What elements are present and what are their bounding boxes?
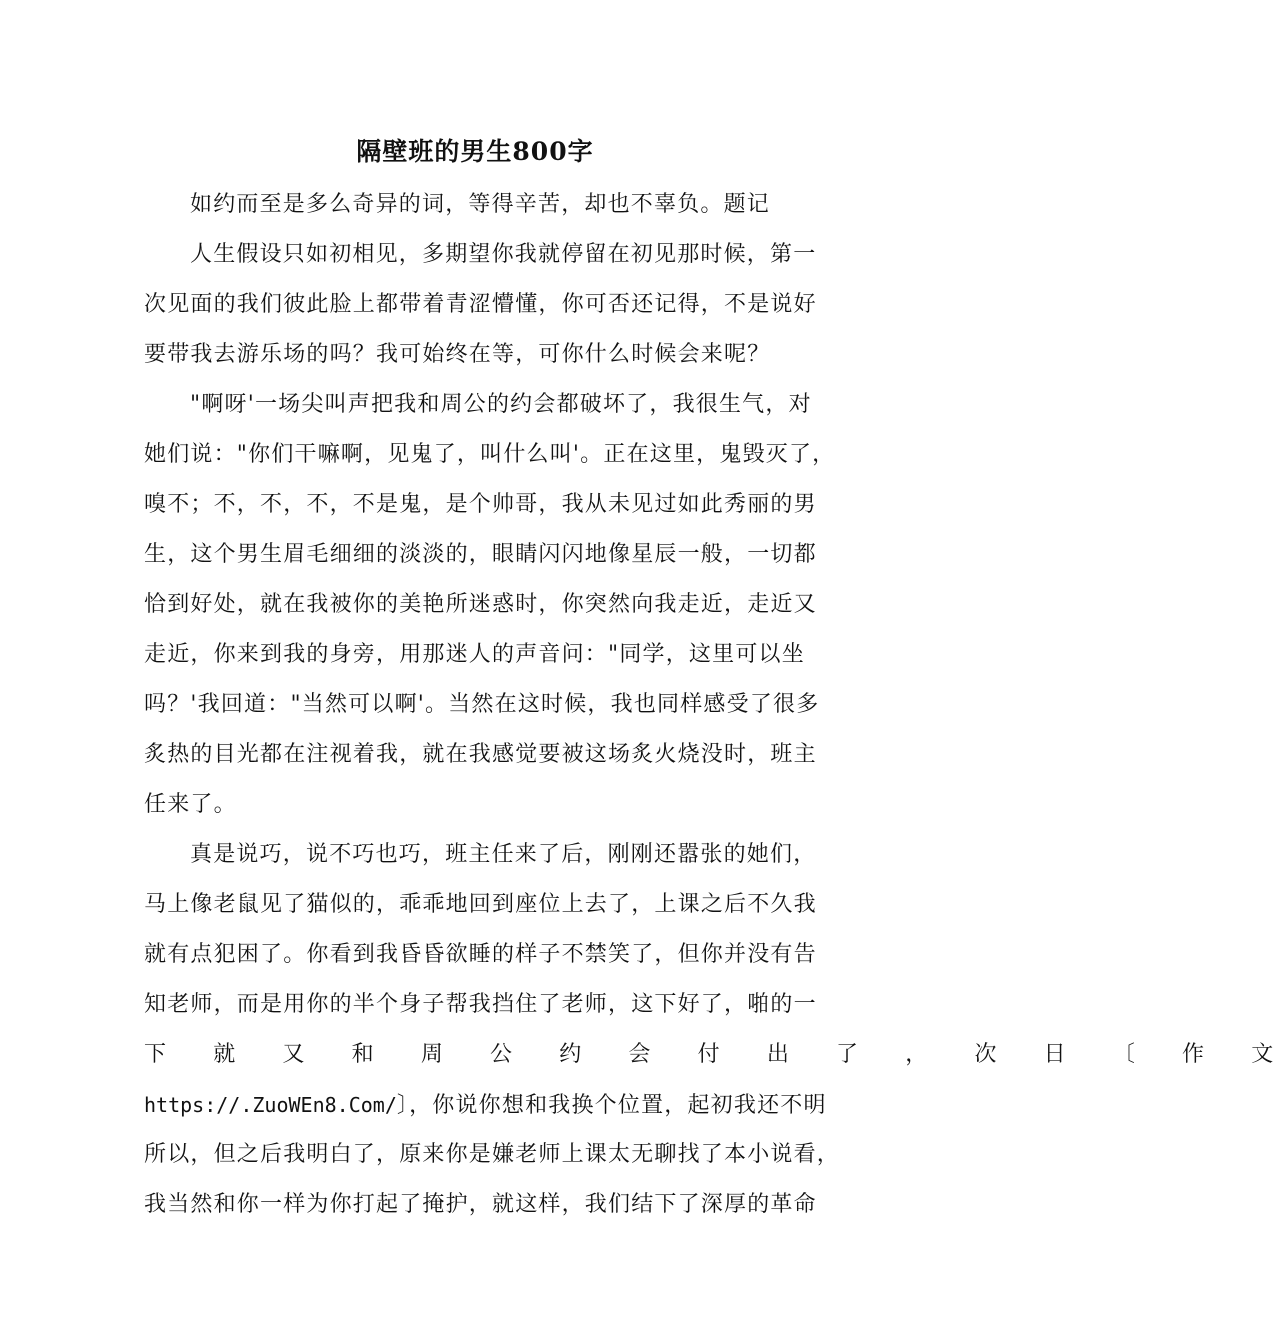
text-fragment: 〕，你说你想和我换个位置，起初我还不明 bbox=[396, 1093, 827, 1118]
paragraph bbox=[144, 830, 1274, 1230]
spread-char: 次 bbox=[974, 1042, 998, 1067]
text-line: 生，这个男生眉毛细细的淡淡的，眼睛闪闪地像星辰一般，一切都 bbox=[144, 542, 817, 567]
spread-char: 付 bbox=[697, 1042, 721, 1067]
text-line: 如约而至是多么奇异的词，等得辛苦，却也不辜负。题记 bbox=[190, 192, 771, 217]
text-line: 要带我去游乐场的吗？我可始终在等，可你什么时候会来呢？ bbox=[144, 342, 771, 367]
spread-char: 了 bbox=[836, 1042, 860, 1067]
source-url: https://.ZuoWEn8.Com/ bbox=[144, 1093, 397, 1117]
spread-char: 〔 bbox=[1112, 1042, 1137, 1067]
text-line: 恰到好处，就在我被你的美艳所迷惑时，你突然向我走近，走近又 bbox=[144, 592, 817, 617]
paragraph-epigraph bbox=[144, 180, 810, 230]
text-line: "啊呀'一场尖叫声把我和周公的约会都破坏了，我很生气，对 bbox=[190, 392, 812, 417]
paragraph bbox=[144, 380, 836, 830]
spread-char: 下 bbox=[144, 1042, 168, 1067]
spread-char: 约 bbox=[559, 1042, 583, 1067]
text-line: 知老师，而是用你的半个身子帮我挡住了老师，这下好了，啪的一 bbox=[144, 992, 817, 1017]
spread-char: 公 bbox=[490, 1042, 514, 1067]
text-line: 次见面的我们彼此脸上都带着青涩懵懂，你可否还记得，不是说好 bbox=[144, 292, 817, 317]
spread-char: 又 bbox=[282, 1042, 306, 1067]
text-line: 我当然和你一样为你打起了掩护，就这样，我们结下了深厚的革命 bbox=[144, 1192, 817, 1217]
spread-char: 就 bbox=[213, 1042, 237, 1067]
spread-char: ， bbox=[905, 1042, 929, 1067]
text-line: 嗅不；不，不，不，不是鬼，是个帅哥，我从未见过如此秀丽的男 bbox=[144, 492, 817, 517]
text-line: 走近，你来到我的身旁，用那迷人的声音问："同学，这里可以坐 bbox=[144, 642, 805, 667]
spread-char: 出 bbox=[766, 1042, 791, 1067]
text-line: 真是说巧，说不巧也巧，班主任来了后，刚刚还嚣张的她们， bbox=[190, 842, 817, 867]
spread-char: 会 bbox=[628, 1042, 652, 1067]
text-line: 任来了。 bbox=[144, 792, 237, 817]
spread-char: 周 bbox=[420, 1042, 445, 1067]
text-line: 人生假设只如初相见，多期望你我就停留在初见那时候，第一 bbox=[190, 242, 817, 267]
document-title: 隔壁班的男生800字 bbox=[356, 137, 594, 166]
text-line: 就有点犯困了。你看到我昏昏欲睡的样子不禁笑了，但你并没有告 bbox=[144, 942, 817, 967]
text-line: 马上像老鼠见了猫似的，乖乖地回到座位上去了，上课之后不久我 bbox=[144, 892, 817, 917]
text-line: 她们说："你们干嘛啊，见鬼了，叫什么叫'。正在这里，鬼毁灭了， bbox=[144, 442, 836, 467]
spread-char: 文 bbox=[1251, 1042, 1274, 1067]
spread-char: 日 bbox=[1043, 1042, 1067, 1067]
text-line: 吗？'我回道："当然可以啊'。当然在这时候，我也同样感受了很多 bbox=[144, 692, 820, 717]
document-body bbox=[144, 180, 1274, 1230]
spread-text-line bbox=[98, 1030, 1274, 1080]
spread-char: 和 bbox=[351, 1042, 375, 1067]
paragraph bbox=[144, 230, 817, 380]
text-line-with-url bbox=[98, 1080, 827, 1130]
text-line: 所以，但之后我明白了，原来你是嫌老师上课太无聊找了本小说看， bbox=[144, 1142, 841, 1167]
text-line: 炙热的目光都在注视着我，就在我感觉要被这场炙火烧没时，班主 bbox=[144, 742, 817, 767]
spread-char: 作 bbox=[1182, 1042, 1206, 1067]
